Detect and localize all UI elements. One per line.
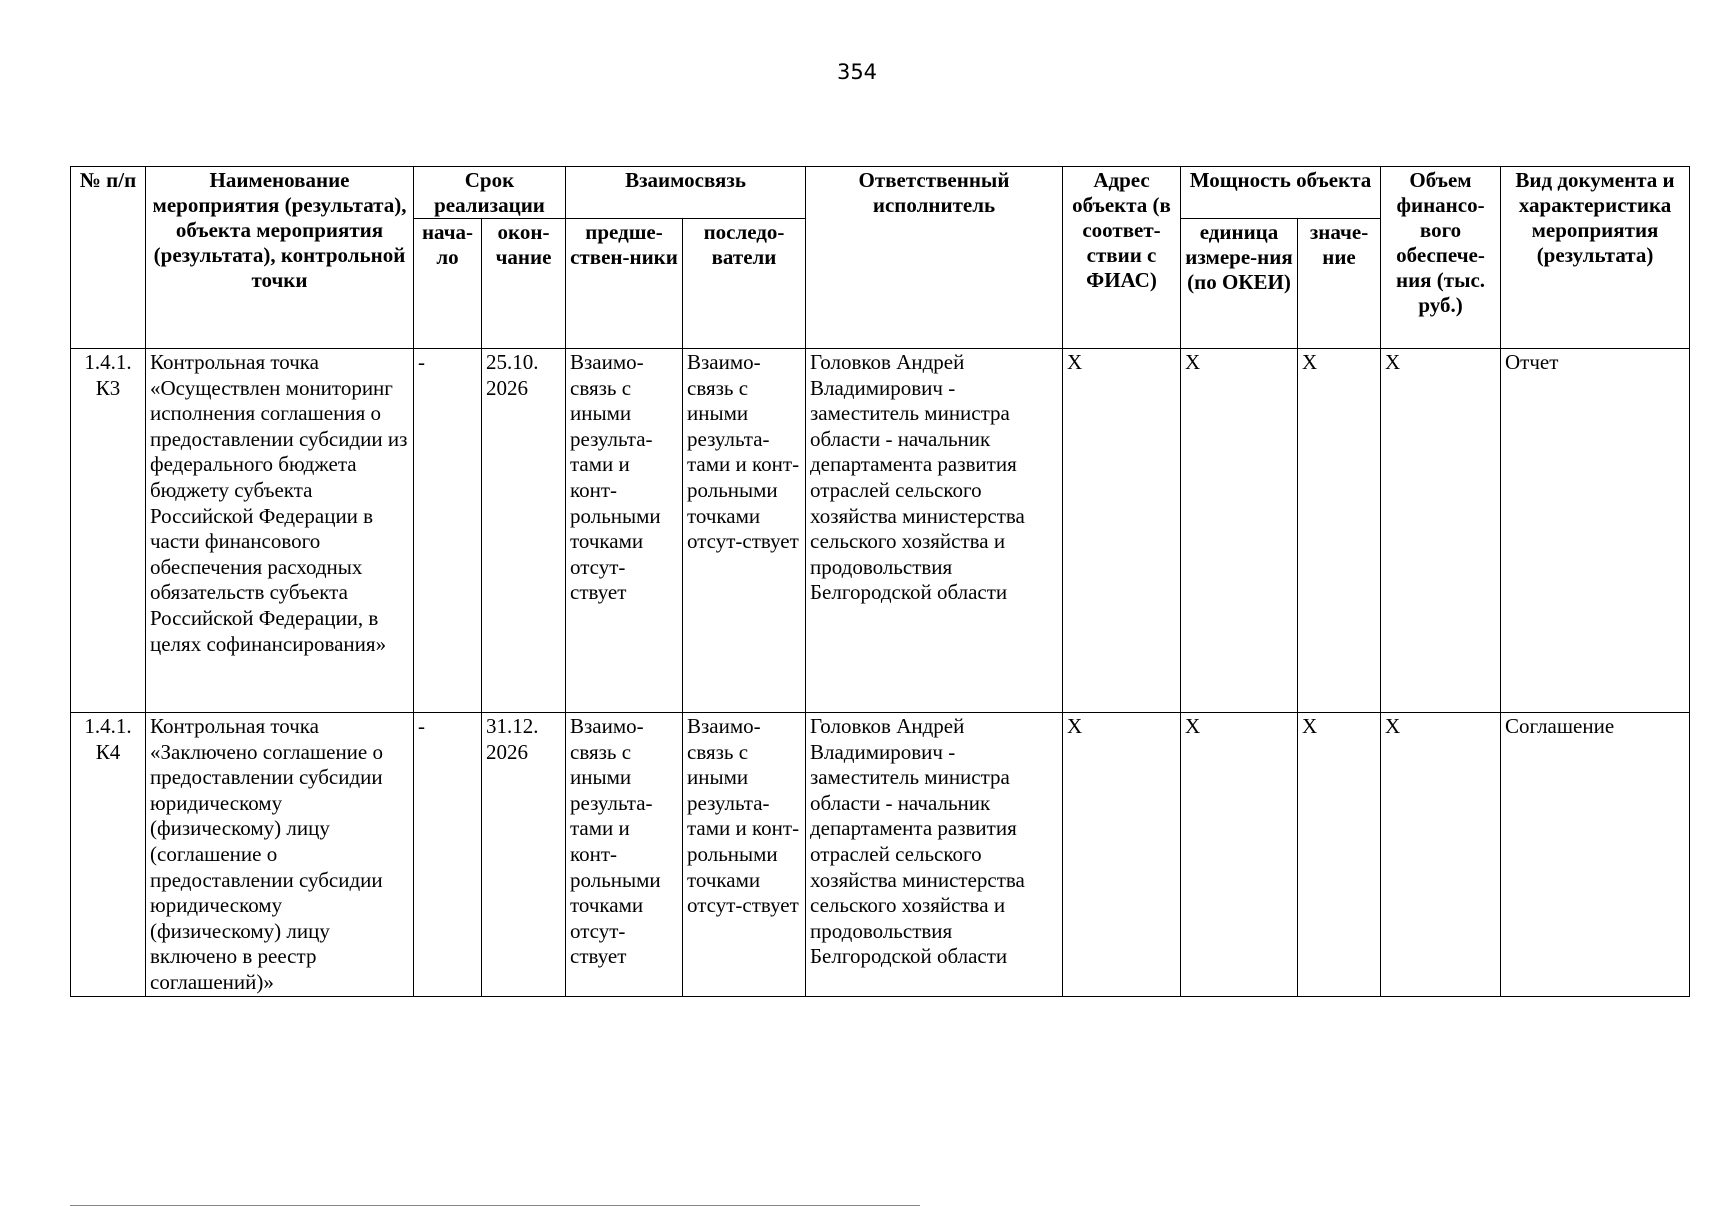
cell-address: X xyxy=(1063,349,1181,713)
cell-prev: Взаимо-связь с иными результа-тами и конт-рольными точками отсут-ствует xyxy=(566,349,683,713)
measures-table xyxy=(70,166,1690,997)
page-number: 354 xyxy=(836,60,878,84)
cell-start: - xyxy=(414,713,482,997)
cell-num: 1.4.1. К3 xyxy=(71,349,146,713)
cell-name: Контрольная точка «Заключено соглашение о предоставлении субсидии юридическому (физическому) лицу (соглашение о предоставлении субсидии юридическому (физическому) лицу включено в реестр соглашений)» xyxy=(146,713,414,997)
header-term-end: окон-чание xyxy=(482,219,566,349)
header-capacity-unit: единица измере-ния (по ОКЕИ) xyxy=(1181,219,1298,349)
cell-unit: X xyxy=(1181,349,1298,713)
cell-name: Контрольная точка «Осуществлен мониторинг исполнения соглашения о предоставлении субсидии из федерального бюджета бюджету субъекта Российской Федерации в части финансового обеспечения расходных обязательств субъекта Российской Федерации, в целях софинансирования» xyxy=(146,349,414,713)
header-finance: Объем финансо-вого обеспече-ния (тыс. руб.) xyxy=(1381,167,1501,349)
cell-next: Взаимо-связь с иными результа-тами и конт-рольными точками отсут-ствует xyxy=(683,349,806,713)
table-row xyxy=(71,713,1690,997)
cell-finance: X xyxy=(1381,349,1501,713)
cell-next: Взаимо-связь с иными результа-тами и конт-рольными точками отсут-ствует xyxy=(683,713,806,997)
cell-num: 1.4.1. К4 xyxy=(71,713,146,997)
header-capacity: Мощность объекта xyxy=(1181,167,1381,219)
header-doc-type: Вид документа и характеристика мероприятия (результата) xyxy=(1501,167,1690,349)
table-row xyxy=(71,349,1690,713)
header-term-start: нача-ло xyxy=(414,219,482,349)
cell-end: 25.10. 2026 xyxy=(482,349,566,713)
cell-doc: Отчет xyxy=(1501,349,1690,713)
cell-doc: Соглашение xyxy=(1501,713,1690,997)
cell-prev: Взаимо-связь с иными результа-тами и конт-рольными точками отсут-ствует xyxy=(566,713,683,997)
cell-address: X xyxy=(1063,713,1181,997)
header-link-next: последо-ватели xyxy=(683,219,806,349)
cell-responsible: Головков Андрей Владимирович - заместитель министра области - начальник департамента развития отраслей сельского хозяйства министерства сельского хозяйства и продовольствия Белгородской области xyxy=(806,713,1063,997)
header-responsible: Ответственный исполнитель xyxy=(806,167,1063,349)
cell-start: - xyxy=(414,349,482,713)
header-address: Адрес объекта (в соответ-ствии с ФИАС) xyxy=(1063,167,1181,349)
header-link-prev: предше-ствен-ники xyxy=(566,219,683,349)
cell-finance: X xyxy=(1381,713,1501,997)
header-num: № п/п xyxy=(71,167,146,349)
cell-responsible: Головков Андрей Владимирович - заместитель министра области - начальник департамента развития отраслей сельского хозяйства министерства сельского хозяйства и продовольствия Белгородской области xyxy=(806,349,1063,713)
cell-value: X xyxy=(1298,713,1381,997)
header-link: Взаимосвязь xyxy=(566,167,806,219)
header-term: Срок реализации xyxy=(414,167,566,219)
cell-value: X xyxy=(1298,349,1381,713)
cell-unit: X xyxy=(1181,713,1298,997)
header-capacity-value: значе-ние xyxy=(1298,219,1381,349)
header-name: Наименование мероприятия (результата), объекта мероприятия (результата), контрольной точки xyxy=(146,167,414,349)
cell-end: 31.12. 2026 xyxy=(482,713,566,997)
